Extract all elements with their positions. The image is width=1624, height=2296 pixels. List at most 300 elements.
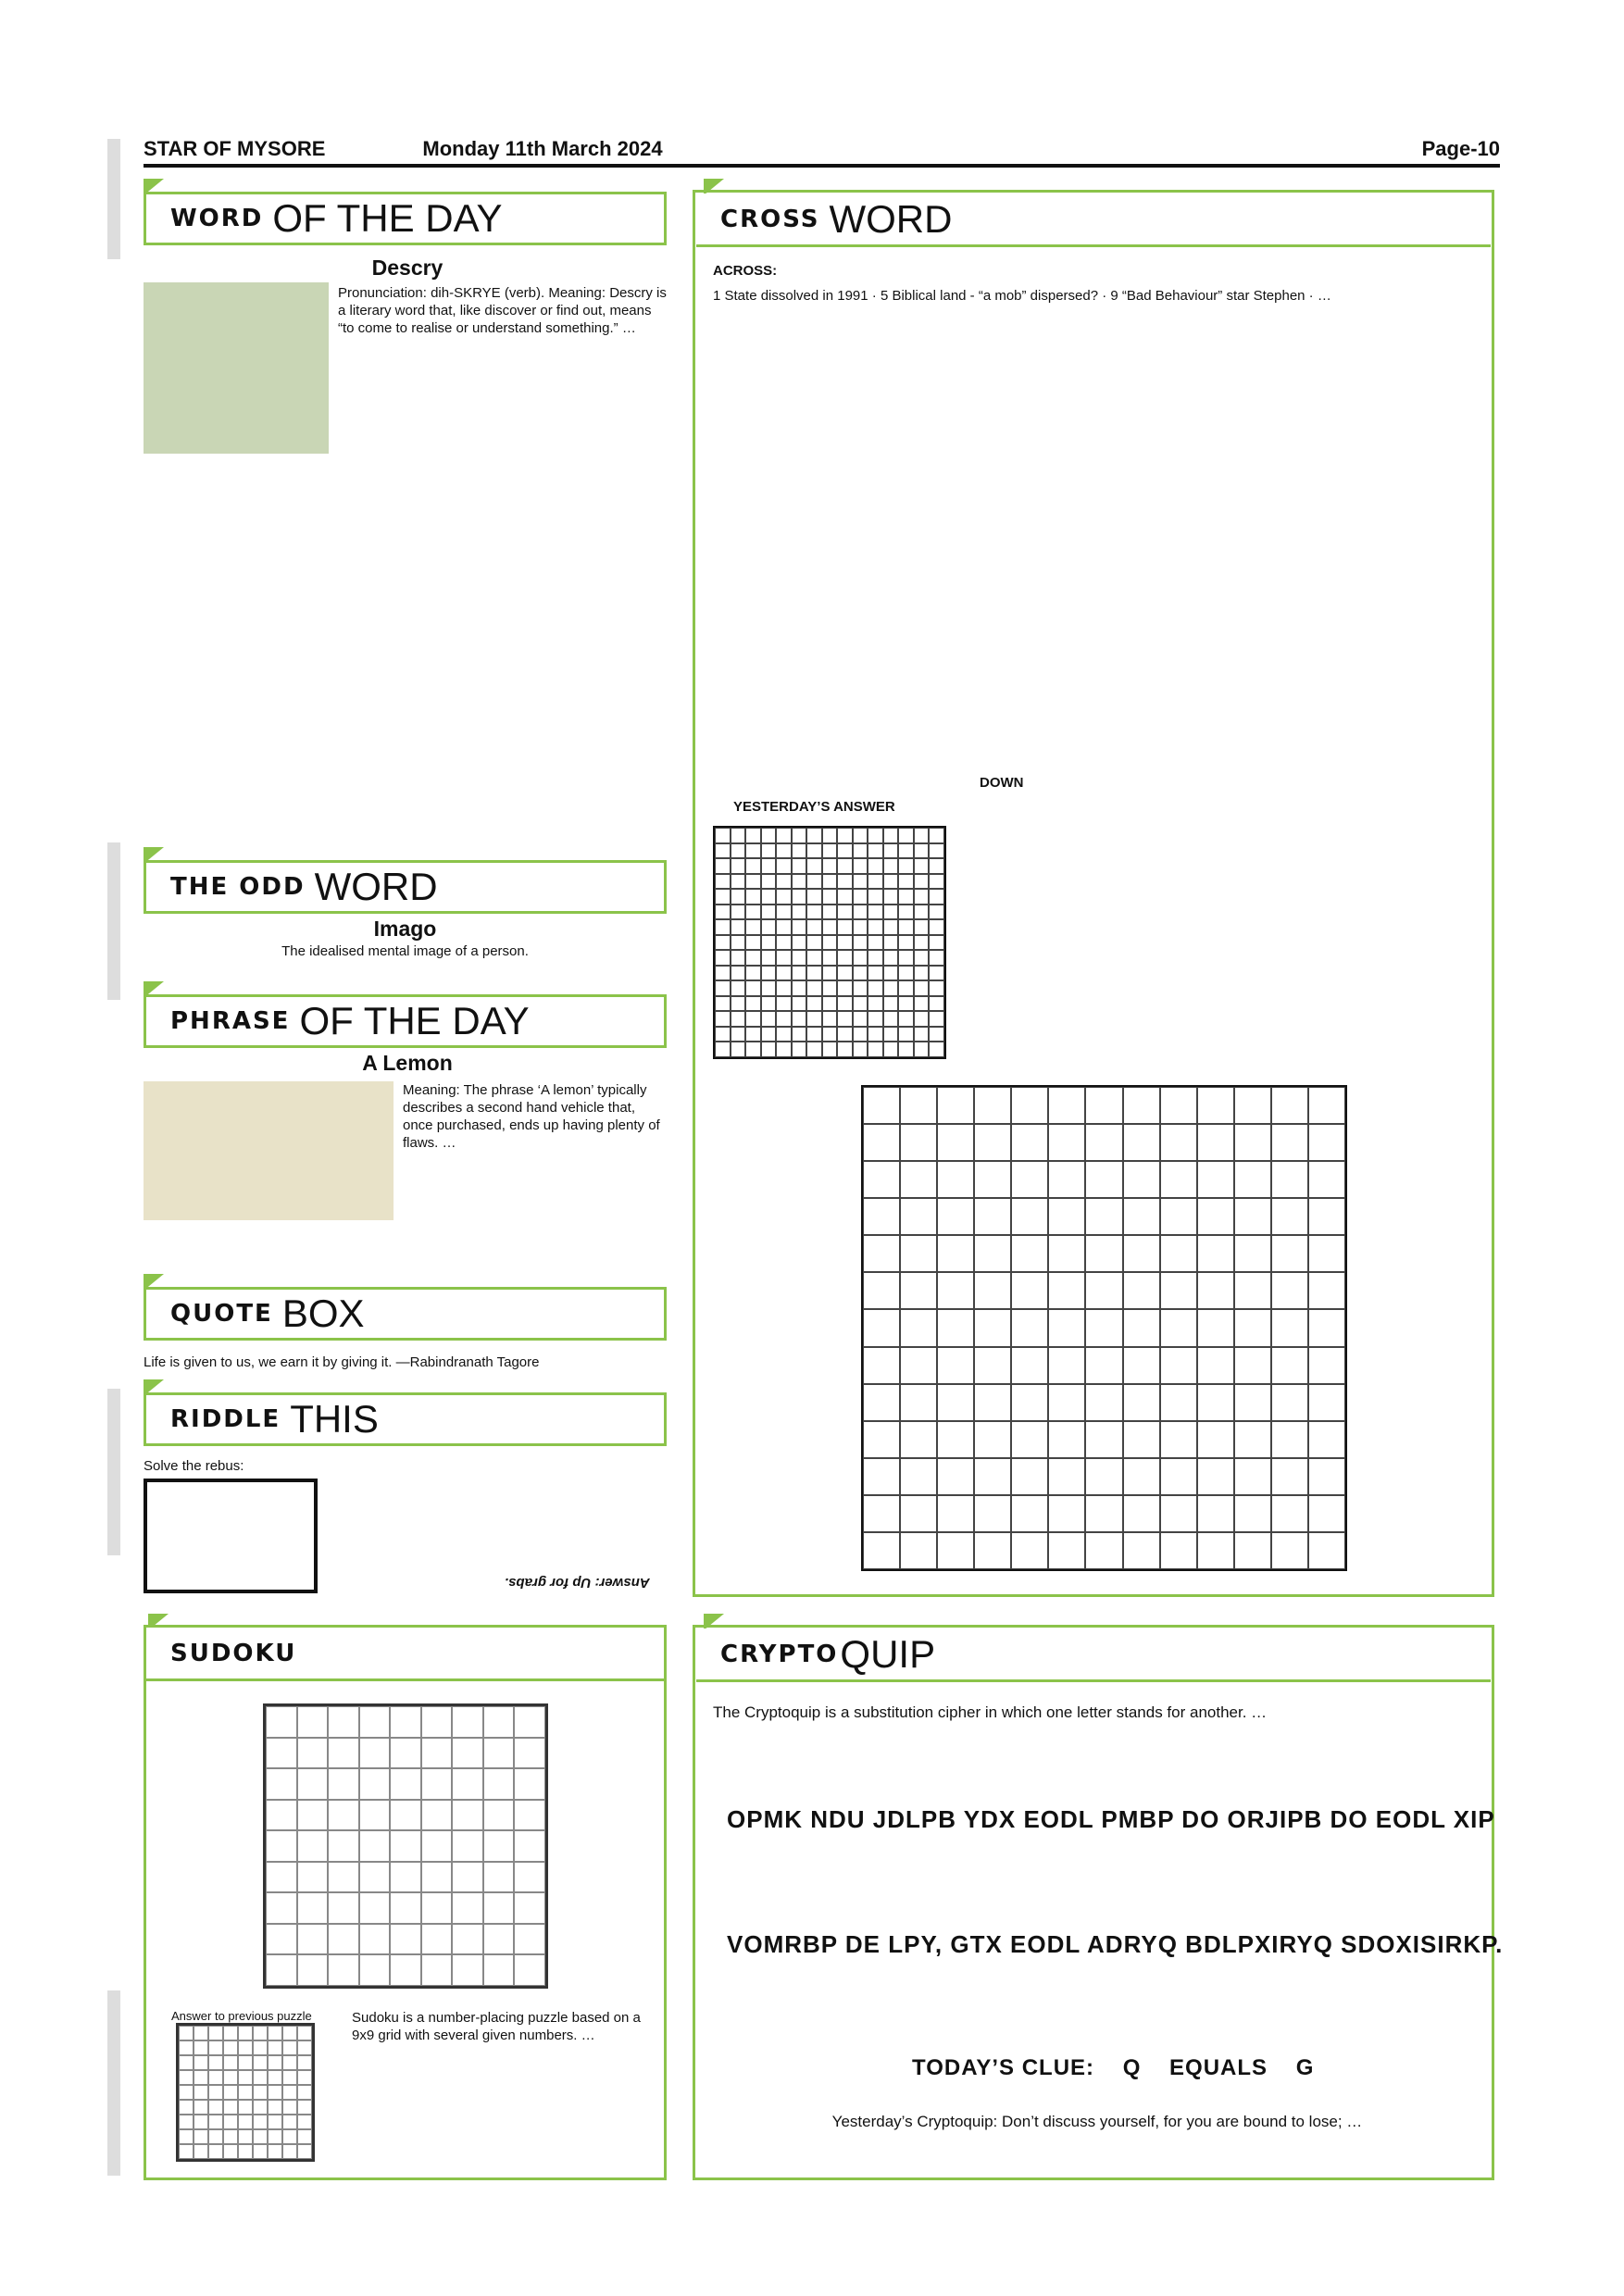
grid-cell	[914, 980, 930, 996]
sudoku-cell	[208, 2085, 223, 2100]
sudoku-cell	[223, 2129, 238, 2144]
grid-cell	[929, 905, 944, 920]
sudoku-cell	[328, 1830, 359, 1862]
sudoku-cell	[266, 1706, 297, 1738]
grid-cell	[837, 980, 853, 996]
grid-cell	[937, 1161, 974, 1198]
grid-cell	[745, 874, 761, 890]
grid-cell	[1011, 1309, 1048, 1346]
sudoku-cell	[223, 2115, 238, 2129]
sudoku-cell	[238, 2100, 253, 2115]
grid-cell	[1160, 1309, 1197, 1346]
grid-cell	[1308, 1421, 1345, 1458]
grid-cell	[1308, 1532, 1345, 1569]
grid-cell	[1085, 1347, 1122, 1384]
grid-cell	[1197, 1161, 1234, 1198]
grid-cell	[898, 889, 914, 905]
grid-cell	[1048, 1495, 1085, 1532]
grid-cell	[837, 905, 853, 920]
grid-cell	[761, 874, 777, 890]
grid-cell	[1197, 1309, 1234, 1346]
grid-cell	[761, 858, 777, 874]
grid-cell	[1048, 1124, 1085, 1161]
grid-cell	[900, 1347, 937, 1384]
sudoku-cell	[390, 1768, 421, 1800]
grid-cell	[974, 1124, 1011, 1161]
grid-cell	[937, 1087, 974, 1124]
grid-cell	[731, 1011, 746, 1027]
sudoku-cell	[297, 2040, 312, 2055]
grid-cell	[715, 1042, 731, 1057]
lemon-car-cartoon	[144, 1081, 394, 1220]
sudoku-cell	[253, 2055, 268, 2070]
grid-cell	[745, 966, 761, 981]
sudoku-cell	[253, 2070, 268, 2085]
grid-cell	[1160, 1235, 1197, 1272]
sudoku-cell	[238, 2129, 253, 2144]
down-label: DOWN	[980, 775, 1024, 791]
grid-cell	[868, 950, 883, 966]
grid-cell	[761, 828, 777, 843]
grid-cell	[883, 935, 899, 951]
grid-cell	[761, 843, 777, 859]
grid-cell	[822, 1027, 838, 1042]
grid-cell	[974, 1198, 1011, 1235]
grid-cell	[1234, 1458, 1271, 1495]
grid-cell	[837, 950, 853, 966]
sudoku-cell	[238, 2085, 253, 2100]
sudoku-cell	[208, 2144, 223, 2159]
sudoku-cell	[282, 2100, 297, 2115]
grid-cell	[929, 889, 944, 905]
sudoku-cell	[268, 2100, 282, 2115]
sudoku-cell	[179, 2129, 194, 2144]
sudoku-cell	[452, 1830, 483, 1862]
grid-cell	[837, 935, 853, 951]
grid-cell	[1011, 1161, 1048, 1198]
grid-cell	[868, 1027, 883, 1042]
grid-cell	[863, 1458, 900, 1495]
banner-small-text: WORD	[170, 205, 264, 232]
grid-cell	[914, 858, 930, 874]
grid-cell	[1197, 1272, 1234, 1309]
grid-cell	[929, 1011, 944, 1027]
banner-small-text: PHRASE	[170, 1007, 291, 1035]
grid-cell	[806, 950, 822, 966]
sudoku-cell	[223, 2144, 238, 2159]
grid-cell	[731, 858, 746, 874]
grid-cell	[1048, 1384, 1085, 1421]
sudoku-cell	[390, 1924, 421, 1955]
grid-cell	[761, 1011, 777, 1027]
grid-cell	[863, 1124, 900, 1161]
sudoku-cell	[390, 1830, 421, 1862]
grid-cell	[1234, 1161, 1271, 1198]
sudoku-cell	[421, 1830, 453, 1862]
sudoku-cell	[194, 2055, 208, 2070]
sudoku-cell	[483, 1738, 515, 1769]
grid-cell	[898, 950, 914, 966]
grid-cell	[1234, 1272, 1271, 1309]
sudoku-cell	[483, 1768, 515, 1800]
sudoku-cell	[514, 1768, 545, 1800]
grid-cell	[937, 1272, 974, 1309]
sudoku-cell	[253, 2129, 268, 2144]
sudoku-cell	[297, 1924, 329, 1955]
banner-large-text: QUIP	[840, 1631, 936, 1676]
grid-cell	[731, 1027, 746, 1042]
grid-cell	[822, 889, 838, 905]
grid-cell	[863, 1235, 900, 1272]
grid-cell	[974, 1347, 1011, 1384]
grid-cell	[1160, 1384, 1197, 1421]
sudoku-cell	[328, 1800, 359, 1831]
grid-cell	[1160, 1458, 1197, 1495]
grid-cell	[792, 843, 807, 859]
grid-cell	[1197, 1384, 1234, 1421]
grid-cell	[776, 828, 792, 843]
grid-cell	[1197, 1124, 1234, 1161]
grid-cell	[914, 828, 930, 843]
grid-cell	[792, 1042, 807, 1057]
sudoku-cell	[297, 1768, 329, 1800]
banner-large-text: THIS	[290, 1397, 379, 1441]
todays-clue: TODAY’S CLUE: Q EQUALS G	[912, 2055, 1315, 2080]
sudoku-cell	[452, 1892, 483, 1924]
grid-cell	[1160, 1272, 1197, 1309]
grid-cell	[937, 1124, 974, 1161]
grid-cell	[806, 980, 822, 996]
grid-cell	[929, 996, 944, 1012]
grid-cell	[776, 1042, 792, 1057]
grid-cell	[900, 1309, 937, 1346]
sudoku-cell	[359, 1892, 391, 1924]
grid-cell	[715, 996, 731, 1012]
grid-cell	[1234, 1421, 1271, 1458]
grid-cell	[731, 996, 746, 1012]
grid-cell	[1048, 1421, 1085, 1458]
grid-cell	[776, 919, 792, 935]
sudoku-cell	[179, 2040, 194, 2055]
sudoku-cell	[483, 1706, 515, 1738]
grid-cell	[863, 1495, 900, 1532]
grid-cell	[868, 858, 883, 874]
grid-cell	[731, 980, 746, 996]
sudoku-cell	[514, 1924, 545, 1955]
sudoku-cell	[514, 1892, 545, 1924]
grid-cell	[853, 1011, 868, 1027]
grid-cell	[853, 874, 868, 890]
grid-cell	[837, 858, 853, 874]
grid-cell	[863, 1347, 900, 1384]
sudoku-cell	[328, 1768, 359, 1800]
sudoku-cell	[359, 1706, 391, 1738]
grid-cell	[883, 874, 899, 890]
grid-cell	[822, 1042, 838, 1057]
sudoku-cell	[421, 1862, 453, 1893]
grid-cell	[1160, 1532, 1197, 1569]
grid-cell	[822, 858, 838, 874]
grid-cell	[883, 905, 899, 920]
grid-cell	[1048, 1235, 1085, 1272]
grid-cell	[898, 874, 914, 890]
grid-cell	[898, 858, 914, 874]
grid-cell	[863, 1309, 900, 1346]
grid-cell	[1308, 1384, 1345, 1421]
grid-cell	[1271, 1087, 1308, 1124]
grid-cell	[792, 828, 807, 843]
grid-cell	[1160, 1347, 1197, 1384]
issue-date: Monday 11th March 2024	[422, 137, 663, 160]
grid-cell	[806, 828, 822, 843]
grid-cell	[822, 828, 838, 843]
grid-cell	[731, 966, 746, 981]
grid-cell	[1011, 1532, 1048, 1569]
sudoku-cell	[266, 1830, 297, 1862]
sudoku-cell	[421, 1954, 453, 1986]
grid-cell	[1197, 1495, 1234, 1532]
sudoku-cell	[328, 1954, 359, 1986]
sudoku-cell	[297, 2129, 312, 2144]
grid-cell	[731, 905, 746, 920]
grid-cell	[715, 966, 731, 981]
grid-cell	[1160, 1124, 1197, 1161]
banner-small-text: SUDOKU	[170, 1639, 297, 1667]
sudoku-cell	[179, 2100, 194, 2115]
sudoku-cell	[238, 2115, 253, 2129]
grid-cell	[974, 1532, 1011, 1569]
sudoku-cell	[179, 2070, 194, 2085]
sudoku-cell	[179, 2144, 194, 2159]
sudoku-cell	[268, 2055, 282, 2070]
sudoku-cell	[282, 2070, 297, 2085]
grid-cell	[914, 996, 930, 1012]
grid-cell	[1271, 1272, 1308, 1309]
grid-cell	[898, 1011, 914, 1027]
banner-large-text: OF THE DAY	[299, 999, 530, 1042]
grid-cell	[1160, 1421, 1197, 1458]
grid-cell	[853, 980, 868, 996]
grid-cell	[863, 1272, 900, 1309]
grid-cell	[1308, 1161, 1345, 1198]
grid-cell	[929, 950, 944, 966]
grid-cell	[853, 919, 868, 935]
grid-cell	[883, 919, 899, 935]
grid-cell	[914, 874, 930, 890]
grid-cell	[914, 950, 930, 966]
grid-cell	[1271, 1124, 1308, 1161]
grid-cell	[837, 919, 853, 935]
grid-cell	[1011, 1235, 1048, 1272]
sudoku-cell	[297, 1706, 329, 1738]
grid-cell	[1123, 1198, 1160, 1235]
sudoku-cell	[514, 1862, 545, 1893]
grid-cell	[900, 1532, 937, 1569]
sudoku-cell	[452, 1954, 483, 1986]
word-title: Descry	[371, 256, 443, 280]
cryptoquip-banner	[696, 1628, 1491, 1682]
sudoku-cell	[223, 2085, 238, 2100]
grid-cell	[868, 1011, 883, 1027]
grid-cell	[822, 843, 838, 859]
grid-cell	[745, 919, 761, 935]
grid-cell	[900, 1087, 937, 1124]
sudoku-cell	[390, 1738, 421, 1769]
grid-cell	[853, 935, 868, 951]
grid-cell	[863, 1532, 900, 1569]
page-number: Page-10	[1421, 137, 1500, 160]
grid-cell	[1123, 1087, 1160, 1124]
grid-cell	[863, 1198, 900, 1235]
grid-cell	[792, 950, 807, 966]
grid-cell	[1085, 1235, 1122, 1272]
grid-cell	[900, 1458, 937, 1495]
grid-cell	[914, 1042, 930, 1057]
grid-cell	[863, 1161, 900, 1198]
grid-cell	[1271, 1458, 1308, 1495]
grid-cell	[868, 919, 883, 935]
grid-cell	[1085, 1421, 1122, 1458]
grid-cell	[1011, 1087, 1048, 1124]
sudoku-cell	[359, 1768, 391, 1800]
grid-cell	[868, 905, 883, 920]
grid-cell	[1271, 1161, 1308, 1198]
grid-cell	[1308, 1087, 1345, 1124]
sudoku-cell	[359, 1830, 391, 1862]
sudoku-cell	[514, 1954, 545, 1986]
grid-cell	[1308, 1198, 1345, 1235]
grid-cell	[822, 980, 838, 996]
grid-cell	[1234, 1495, 1271, 1532]
grid-cell	[1123, 1384, 1160, 1421]
banner-small-text: RIDDLE	[170, 1405, 281, 1433]
grid-cell	[898, 843, 914, 859]
sudoku-cell	[297, 2055, 312, 2070]
odd-word-meaning: The idealised mental image of a person.	[281, 943, 529, 959]
cipher-line-2: VOMRBP DE LPY, GTX EODL ADRYQ BDLPXIRYQ SDOXISIRKP.	[727, 1930, 1504, 1958]
sudoku-cell	[328, 1706, 359, 1738]
sudoku-cell	[179, 2026, 194, 2040]
grid-cell	[974, 1421, 1011, 1458]
grid-cell	[914, 1027, 930, 1042]
sudoku-cell	[223, 2070, 238, 2085]
grid-cell	[853, 1042, 868, 1057]
sudoku-cell	[452, 1768, 483, 1800]
grid-cell	[1085, 1272, 1122, 1309]
sudoku-cell	[194, 2085, 208, 2100]
sudoku-cell	[268, 2129, 282, 2144]
grid-cell	[929, 980, 944, 996]
quote-banner	[144, 1287, 667, 1341]
sudoku-cell	[421, 1800, 453, 1831]
sudoku-cell	[282, 2129, 297, 2144]
sudoku-cell	[421, 1738, 453, 1769]
grid-cell	[974, 1309, 1011, 1346]
sudoku-cell	[359, 1800, 391, 1831]
grid-cell	[1234, 1347, 1271, 1384]
grid-cell	[868, 1042, 883, 1057]
grid-cell	[837, 1042, 853, 1057]
sudoku-cell	[282, 2085, 297, 2100]
grid-cell	[883, 1011, 899, 1027]
grid-cell	[1271, 1495, 1308, 1532]
registration-bar	[107, 139, 120, 259]
grid-cell	[898, 966, 914, 981]
banner-small-text: QUOTE	[170, 1300, 273, 1328]
grid-cell	[806, 905, 822, 920]
grid-cell	[745, 996, 761, 1012]
grid-cell	[853, 828, 868, 843]
grid-cell	[868, 828, 883, 843]
grid-cell	[1271, 1198, 1308, 1235]
grid-cell	[914, 843, 930, 859]
grid-cell	[776, 1011, 792, 1027]
grid-cell	[974, 1458, 1011, 1495]
grid-cell	[1271, 1532, 1308, 1569]
grid-cell	[1234, 1124, 1271, 1161]
grid-cell	[837, 828, 853, 843]
grid-cell	[853, 905, 868, 920]
grid-cell	[1197, 1235, 1234, 1272]
grid-cell	[1011, 1384, 1048, 1421]
sudoku-cell	[208, 2055, 223, 2070]
grid-cell	[822, 966, 838, 981]
grid-cell	[1160, 1087, 1197, 1124]
grid-cell	[1308, 1309, 1345, 1346]
grid-cell	[1234, 1198, 1271, 1235]
grid-cell	[914, 905, 930, 920]
grid-cell	[974, 1272, 1011, 1309]
grid-cell	[863, 1087, 900, 1124]
sudoku-cell	[514, 1706, 545, 1738]
grid-cell	[745, 889, 761, 905]
grid-cell	[929, 935, 944, 951]
quote-text: Life is given to us, we earn it by giving it. —Rabindranath Tagore	[144, 1354, 540, 1370]
sudoku-cell	[297, 2100, 312, 2115]
grid-cell	[853, 858, 868, 874]
sudoku-cell	[452, 1706, 483, 1738]
sudoku-cell	[483, 1924, 515, 1955]
sudoku-cell	[179, 2115, 194, 2129]
grid-cell	[715, 980, 731, 996]
sudoku-cell	[268, 2070, 282, 2085]
grid-cell	[1271, 1347, 1308, 1384]
grid-cell	[1123, 1272, 1160, 1309]
banner-small-text: THE ODD	[170, 873, 306, 901]
grid-cell	[1160, 1161, 1197, 1198]
word-excerpt: Pronunciation: dih-SKRYE (verb). Meaning: Descry is a literary word that, like discover or find out, means “to come to realise or understand something.” …	[338, 285, 667, 336]
sudoku-cell	[390, 1862, 421, 1893]
grid-cell	[806, 1027, 822, 1042]
grid-cell	[898, 1027, 914, 1042]
sudoku-cell	[253, 2085, 268, 2100]
grid-cell	[792, 935, 807, 951]
grid-cell	[929, 828, 944, 843]
grid-cell	[1271, 1384, 1308, 1421]
grid-cell	[731, 828, 746, 843]
grid-cell	[1123, 1161, 1160, 1198]
grid-cell	[715, 950, 731, 966]
sudoku-cell	[421, 1768, 453, 1800]
grid-cell	[761, 1027, 777, 1042]
grid-cell	[745, 980, 761, 996]
grid-cell	[761, 980, 777, 996]
sudoku-grid	[263, 1703, 548, 1989]
sudoku-cell	[483, 1830, 515, 1862]
sudoku-cell	[328, 1892, 359, 1924]
yesterday-cryptoquip: Yesterday’s Cryptoquip: Don’t discuss yourself, for you are bound to lose; …	[831, 2113, 1363, 2130]
grid-cell	[745, 828, 761, 843]
